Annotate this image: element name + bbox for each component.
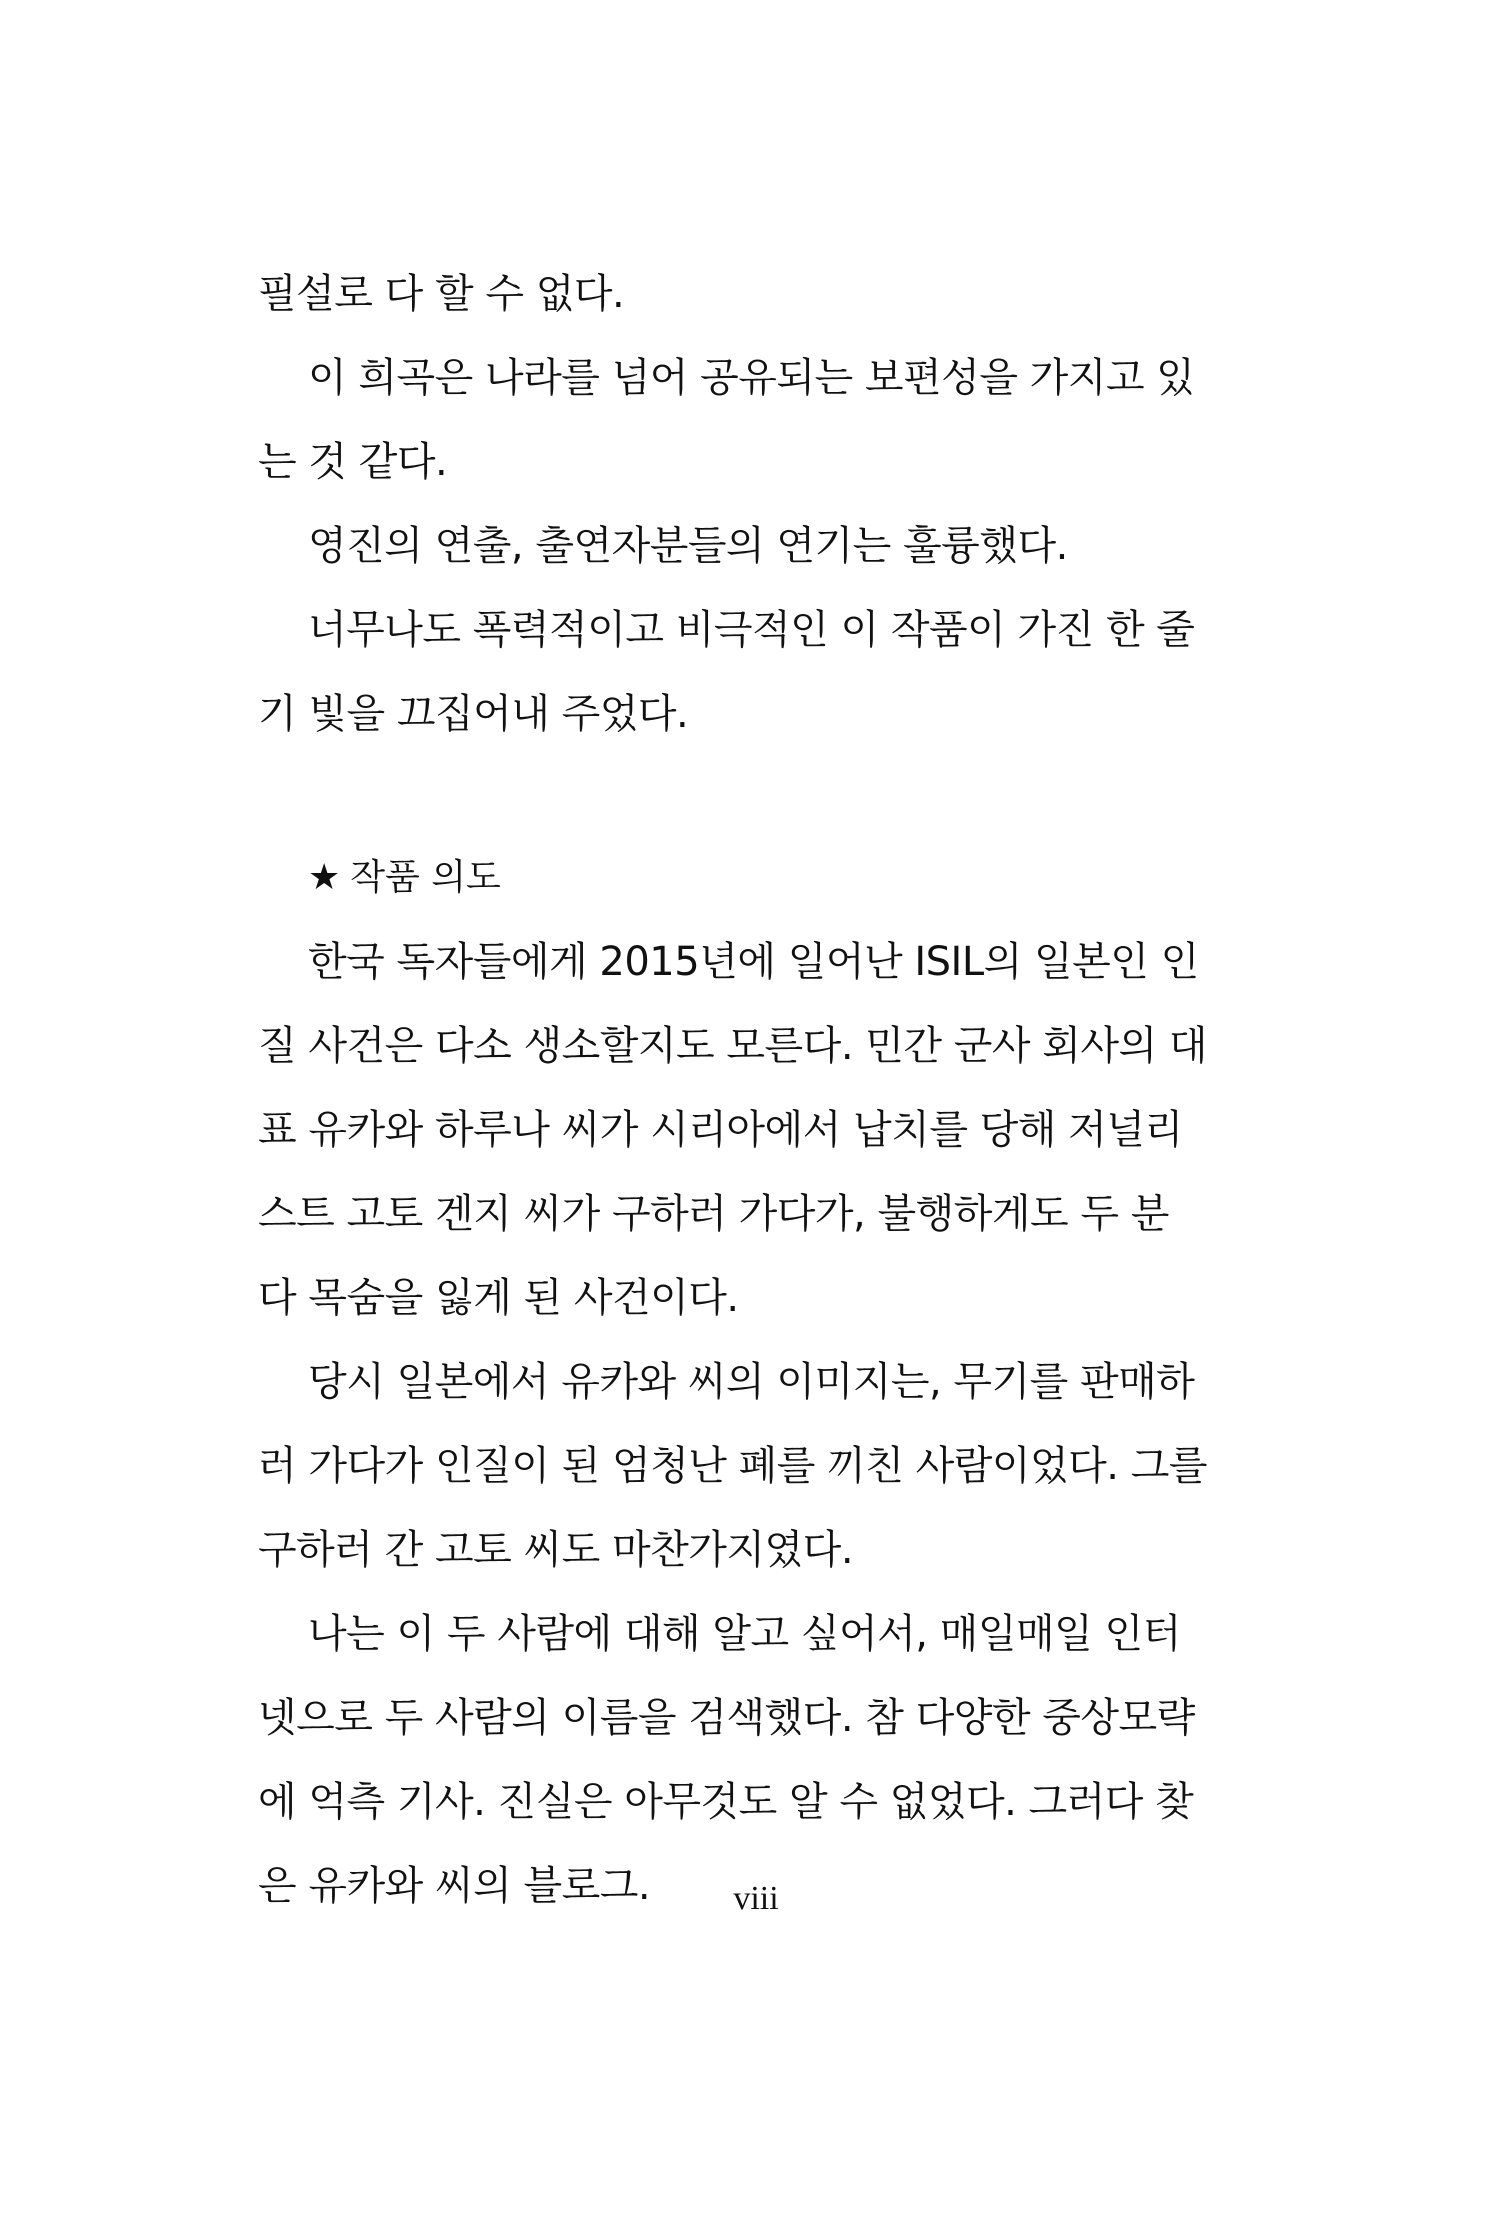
- page-number: viii: [733, 1880, 779, 1917]
- text-line: 질 사건은 다소 생소할지도 모른다. 민간 군사 회사의 대: [258, 1023, 1208, 1069]
- paragraph: [258, 504, 1178, 588]
- text-line: 표 유카와 하루나 씨가 시리아에서 납치를 당해 저널리: [258, 1107, 1183, 1153]
- paragraph: [258, 1592, 1195, 1928]
- text-line: 구하러 간 고토 씨도 마찬가지였다.: [258, 1527, 854, 1573]
- text-line: 필설로 다 할 수 없다.: [258, 271, 625, 317]
- section-gap: [258, 756, 1178, 836]
- page-body: [258, 252, 1208, 1928]
- text-line: 넷으로 두 사람의 이름을 검색했다. 참 다양한 중상모략: [258, 1695, 1195, 1741]
- text-line: 당시 일본에서 유카와 씨의 이미지는, 무기를 판매하: [308, 1359, 1195, 1405]
- text-line: 너무나도 폭력적이고 비극적인 이 작품이 가진 한 줄: [308, 607, 1195, 653]
- text-line: 러 가다가 인질이 된 엄청난 폐를 끼친 사람이었다. 그를: [258, 1443, 1208, 1489]
- paragraph: [258, 588, 1195, 756]
- paragraph: [258, 920, 1208, 1340]
- text-line: 기 빛을 끄집어내 주었다.: [258, 691, 689, 737]
- text-line: 나는 이 두 사람에 대해 알고 싶어서, 매일매일 인터: [308, 1611, 1181, 1657]
- star-icon: ★: [308, 857, 341, 898]
- section-heading: [258, 836, 1178, 920]
- text-line: 에 억측 기사. 진실은 아무것도 알 수 없었다. 그러다 찾: [258, 1779, 1194, 1825]
- paragraph: [258, 336, 1195, 504]
- paragraph: [258, 1340, 1208, 1592]
- text-line: 이 희곡은 나라를 넘어 공유되는 보편성을 가지고 있: [308, 355, 1195, 401]
- text-line: 영진의 연출, 출연자분들의 연기는 훌륭했다.: [308, 523, 1068, 569]
- paragraph: [258, 252, 1178, 336]
- text-line: 은 유카와 씨의 블로그.: [258, 1863, 651, 1909]
- text-line: 다 목숨을 잃게 된 사건이다.: [258, 1275, 739, 1321]
- text-line: 한국 독자들에게 2015년에 일어난 ISIL의 일본인 인: [308, 939, 1199, 985]
- text-line: 는 것 같다.: [258, 439, 448, 485]
- text-line: 스트 고토 겐지 씨가 구하러 가다가, 불행하게도 두 분: [258, 1191, 1169, 1237]
- section-title: 작품 의도: [350, 857, 501, 898]
